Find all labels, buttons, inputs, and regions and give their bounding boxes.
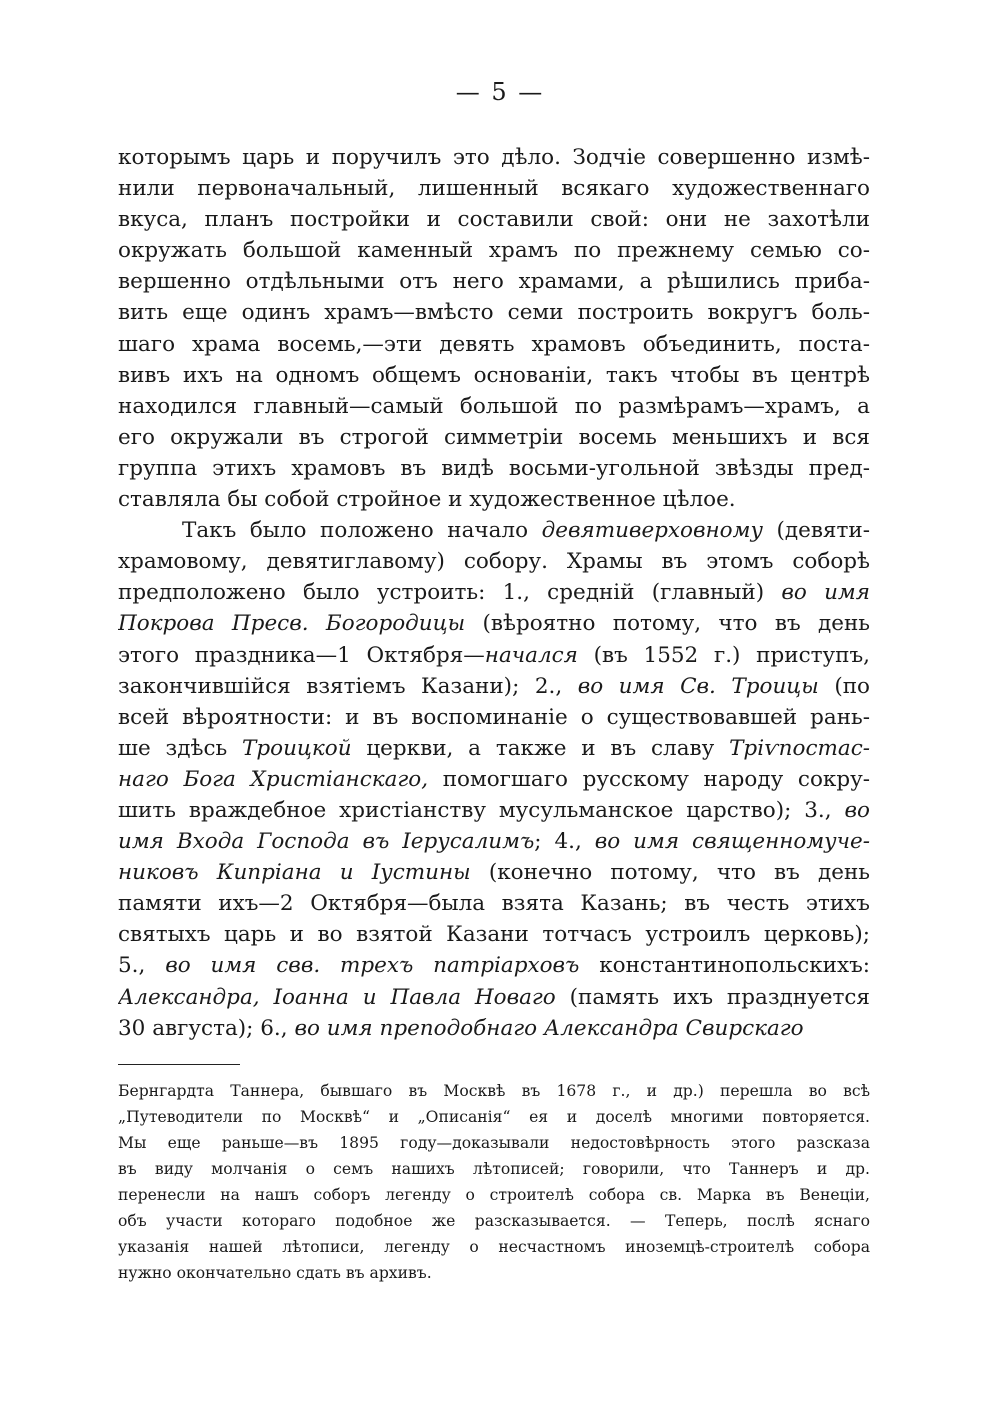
text-segment: нили первоначальный, лишенный всякаго художественнаго <box>118 176 870 202</box>
text-segment: этого праздника—1 Октября— <box>118 642 485 668</box>
italic-segment: во <box>844 797 870 823</box>
text-segment: помогшаго русскому народу сокру- <box>428 766 870 792</box>
footnote-line: въ виду молчанія о семъ нашихъ лѣтописей; говорили, что Таннеръ и др. <box>118 1160 870 1178</box>
text-line <box>118 266 870 297</box>
text-line <box>118 142 870 173</box>
text-segment: храмовому, девятиглавому) собору. Храмы въ этомъ соборѣ <box>118 549 870 575</box>
text-line <box>118 453 870 484</box>
text-segment: которымъ царь и поручилъ это дѣло. Зодчіе совершенно измѣ- <box>118 145 870 170</box>
text-segment: ; 4., <box>534 829 595 855</box>
text-segment: предположено было устроить: 1., средній (главный) <box>118 580 782 606</box>
text-segment: церкви, а также и въ славу <box>351 735 730 761</box>
text-segment: (по <box>818 673 870 699</box>
text-line <box>118 329 870 360</box>
text-segment: находился главный—самый большой по размѣрамъ—храмъ, а <box>118 393 870 419</box>
text-line <box>118 422 870 453</box>
italic-segment: никовъ Кипріана и Іустины <box>118 860 471 886</box>
text-segment: 30 августа); 6., <box>118 1015 295 1041</box>
footnote-line: „Путеводители по Москвѣ“ и „Описанія“ ея и доселѣ многими повторяется. <box>118 1108 870 1126</box>
footnote-line: объ участи котораго подобное же разсказывается. — Теперь, послѣ яснаго <box>118 1212 870 1230</box>
text-segment: ше здѣсь <box>118 735 243 761</box>
text-segment: группа этихъ храмовъ въ видѣ восьми-угольной звѣзды пред- <box>118 455 870 481</box>
text-segment: шаго храма восемь,—эти девять храмовъ объединить, поста- <box>118 331 870 357</box>
text-line <box>118 795 870 826</box>
text-line <box>118 577 870 608</box>
italic-segment: Тріѵпостас- <box>729 735 870 761</box>
text-segment: вивъ ихъ на одномъ общемъ основаніи, такъ чтобы въ центрѣ <box>118 362 870 388</box>
italic-segment: Троицкой <box>242 735 352 761</box>
text-line <box>118 640 870 671</box>
italic-segment: во имя священномуче- <box>594 829 870 855</box>
text-segment: 5., <box>118 953 166 979</box>
text-segment: вершенно отдѣльными отъ него храмами, а рѣшились приба- <box>118 269 870 295</box>
text-segment: (въ 1552 г.) приступъ, <box>577 642 870 668</box>
footnote-line: нужно окончательно сдать въ архивъ. <box>118 1264 432 1282</box>
text-segment: его окружали въ строгой симметріи восемь меньшихъ и вся <box>118 424 870 450</box>
text-line <box>118 733 870 764</box>
text-segment: закончившійся взятіемъ Казани); 2., <box>118 673 578 699</box>
text-line <box>118 888 870 919</box>
text-line <box>118 702 870 733</box>
text-segment: (девяти- <box>762 518 870 544</box>
text-line <box>118 857 870 888</box>
footnote <box>118 1078 870 1286</box>
text-segment: всей вѣроятности: и въ воспоминаніе о существовавшей рань- <box>118 704 870 730</box>
text-segment: Такъ было положено начало <box>182 518 542 544</box>
main-text <box>118 142 870 1044</box>
footnote-separator <box>118 1064 240 1065</box>
text-segment: вить еще одинъ храмъ—вмѣсто семи построить вокругъ боль- <box>118 300 870 326</box>
text-segment: ставляла бы собой стройное и художественное цѣлое. <box>118 487 736 513</box>
text-line <box>118 173 870 204</box>
text-segment: окружать большой каменный храмъ по прежнему семью со- <box>118 238 870 264</box>
text-line <box>118 826 870 857</box>
text-line <box>118 982 870 1013</box>
text-line <box>118 919 870 950</box>
text-line <box>118 360 870 391</box>
footnote-line: перенесли на нашъ соборъ легенду о строителѣ собора св. Марка въ Венеціи, <box>118 1186 870 1204</box>
footnote-line: указанія нашей лѣтописи, легенду о несчастномъ иноземцѣ-строителѣ собора <box>118 1238 870 1256</box>
text-line <box>118 484 870 515</box>
italic-segment: наго Бога Христіанскаго, <box>118 766 429 792</box>
text-segment: вкуса, планъ постройки и составили свой: они не захотѣли <box>118 207 870 233</box>
text-line <box>118 764 870 795</box>
text-segment: святыхъ царь и во взятой Казани тотчасъ устроилъ церковь); <box>118 922 870 948</box>
text-segment: (конечно потому, что въ день <box>470 860 870 886</box>
text-line <box>118 515 870 546</box>
text-segment: константинопольскихъ: <box>579 953 870 979</box>
text-segment: (вѣроятно потому, что въ день <box>465 611 870 637</box>
text-line <box>118 235 870 266</box>
text-line <box>118 1013 870 1044</box>
text-segment: (память ихъ празднуется <box>555 984 870 1010</box>
footnote-line: Бернгардта Таннера, бывшаго въ Москвѣ въ 1678 г., и др.) перешла во всѣ <box>118 1082 870 1100</box>
text-line <box>118 950 870 981</box>
text-line <box>118 297 870 328</box>
italic-segment: начался <box>484 642 578 668</box>
italic-segment: девятиверховному <box>541 518 763 544</box>
italic-segment: во имя Св. Троицы <box>577 673 819 699</box>
italic-segment: во имя преподобнаго Александра Свирскаго <box>294 1015 804 1041</box>
text-segment: шить враждебное христіанству мусульманское царство); 3., <box>118 797 845 823</box>
italic-segment: во имя свв. трехъ патріарховъ <box>165 953 580 979</box>
italic-segment: Покрова Пресв. Богородицы <box>118 611 466 637</box>
text-line <box>118 546 870 577</box>
italic-segment: Александра, Іоанна и Павла Новаго <box>118 984 556 1010</box>
page-number: — 5 — <box>455 78 545 106</box>
text-segment: памяти ихъ—2 Октября—была взята Казань; въ честь этихъ <box>118 891 870 917</box>
italic-segment: имя Входа Господа въ Іерусалимъ <box>118 829 535 855</box>
text-line <box>118 391 870 422</box>
text-line <box>118 204 870 235</box>
italic-segment: во имя <box>781 580 870 606</box>
text-line <box>118 671 870 702</box>
footnote-line: Мы еще раньше—въ 1895 году—доказывали недостовѣрность этого разсказа <box>118 1134 870 1152</box>
text-line <box>118 608 870 639</box>
